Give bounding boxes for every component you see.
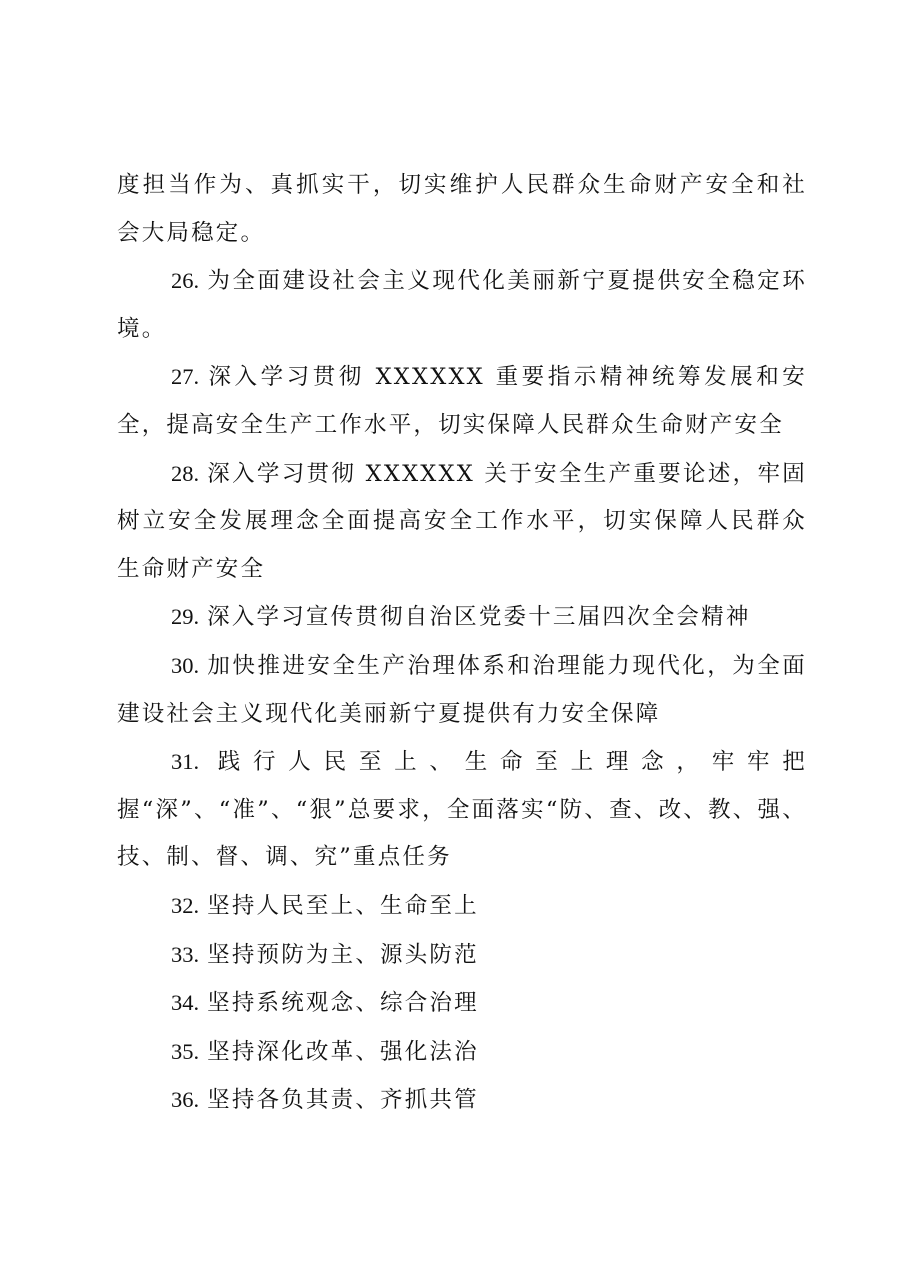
item-number: 28. (171, 460, 200, 486)
item-text: 加快推进安全生产治理体系和治理能力现代化，为全面建设社会主义现代化美丽新宁夏提供有力安全保障 (117, 652, 807, 727)
list-item (117, 257, 807, 353)
item-number: 36. (171, 1087, 200, 1113)
item-text: 坚持人民至上、生命至上 (207, 892, 479, 919)
item-text: 为全面建设社会主义现代化美丽新宁夏提供安全稳定环境。 (117, 268, 807, 342)
item-text: 坚持深化改革、强化法治 (207, 1038, 479, 1065)
item-number: 26. (171, 268, 200, 294)
item-number: 32. (171, 892, 200, 918)
item-text: 坚持预防为主、源头防范 (207, 941, 479, 968)
item-text: 深入学习贯彻 XXXXXX 关于安全生产重要论述，牢固树立安全发展理念全面提高安全工作水平，切实保障人民群众生命财产安全 (117, 460, 807, 582)
list-item (117, 593, 807, 642)
item-text: 深入学习宣传贯彻自治区党委十三届四次全会精神 (207, 604, 751, 631)
item-number: 29. (171, 604, 200, 630)
list-item (117, 738, 807, 882)
item-text: 深入学习贯彻 XXXXXX 重要指示精神统筹发展和安全，提高安全生产工作水平，切实保障人民群众生命财产安全 (117, 364, 807, 438)
list-item (117, 450, 807, 594)
list-item (117, 1076, 807, 1125)
list-item (117, 1028, 807, 1077)
item-text: 坚持各负其责、齐抓共管 (207, 1087, 479, 1114)
item-text: 坚持系统观念、综合治理 (207, 990, 479, 1017)
item-text: 践行人民至上、生命至上理念，牢牢把握“深”、“准”、“狠”总要求，全面落实“防、查、改、教、强、技、制、督、调、究”重点任务 (117, 749, 807, 871)
item-number: 30. (171, 652, 200, 678)
list-item (117, 931, 807, 980)
paragraph-text: 度担当作为、真抓实干，切实维护人民群众生命财产安全和社会大局稳定。 (117, 172, 807, 246)
list-item (117, 353, 807, 449)
item-number: 35. (171, 1038, 200, 1064)
list-item (117, 979, 807, 1028)
document-body (117, 162, 807, 1125)
item-number: 27. (171, 364, 200, 390)
item-number: 34. (171, 990, 200, 1016)
paragraph-continuation (117, 162, 807, 257)
item-number: 31. (171, 749, 200, 775)
list-item (117, 882, 807, 931)
item-number: 33. (171, 941, 200, 967)
list-item (117, 642, 807, 738)
